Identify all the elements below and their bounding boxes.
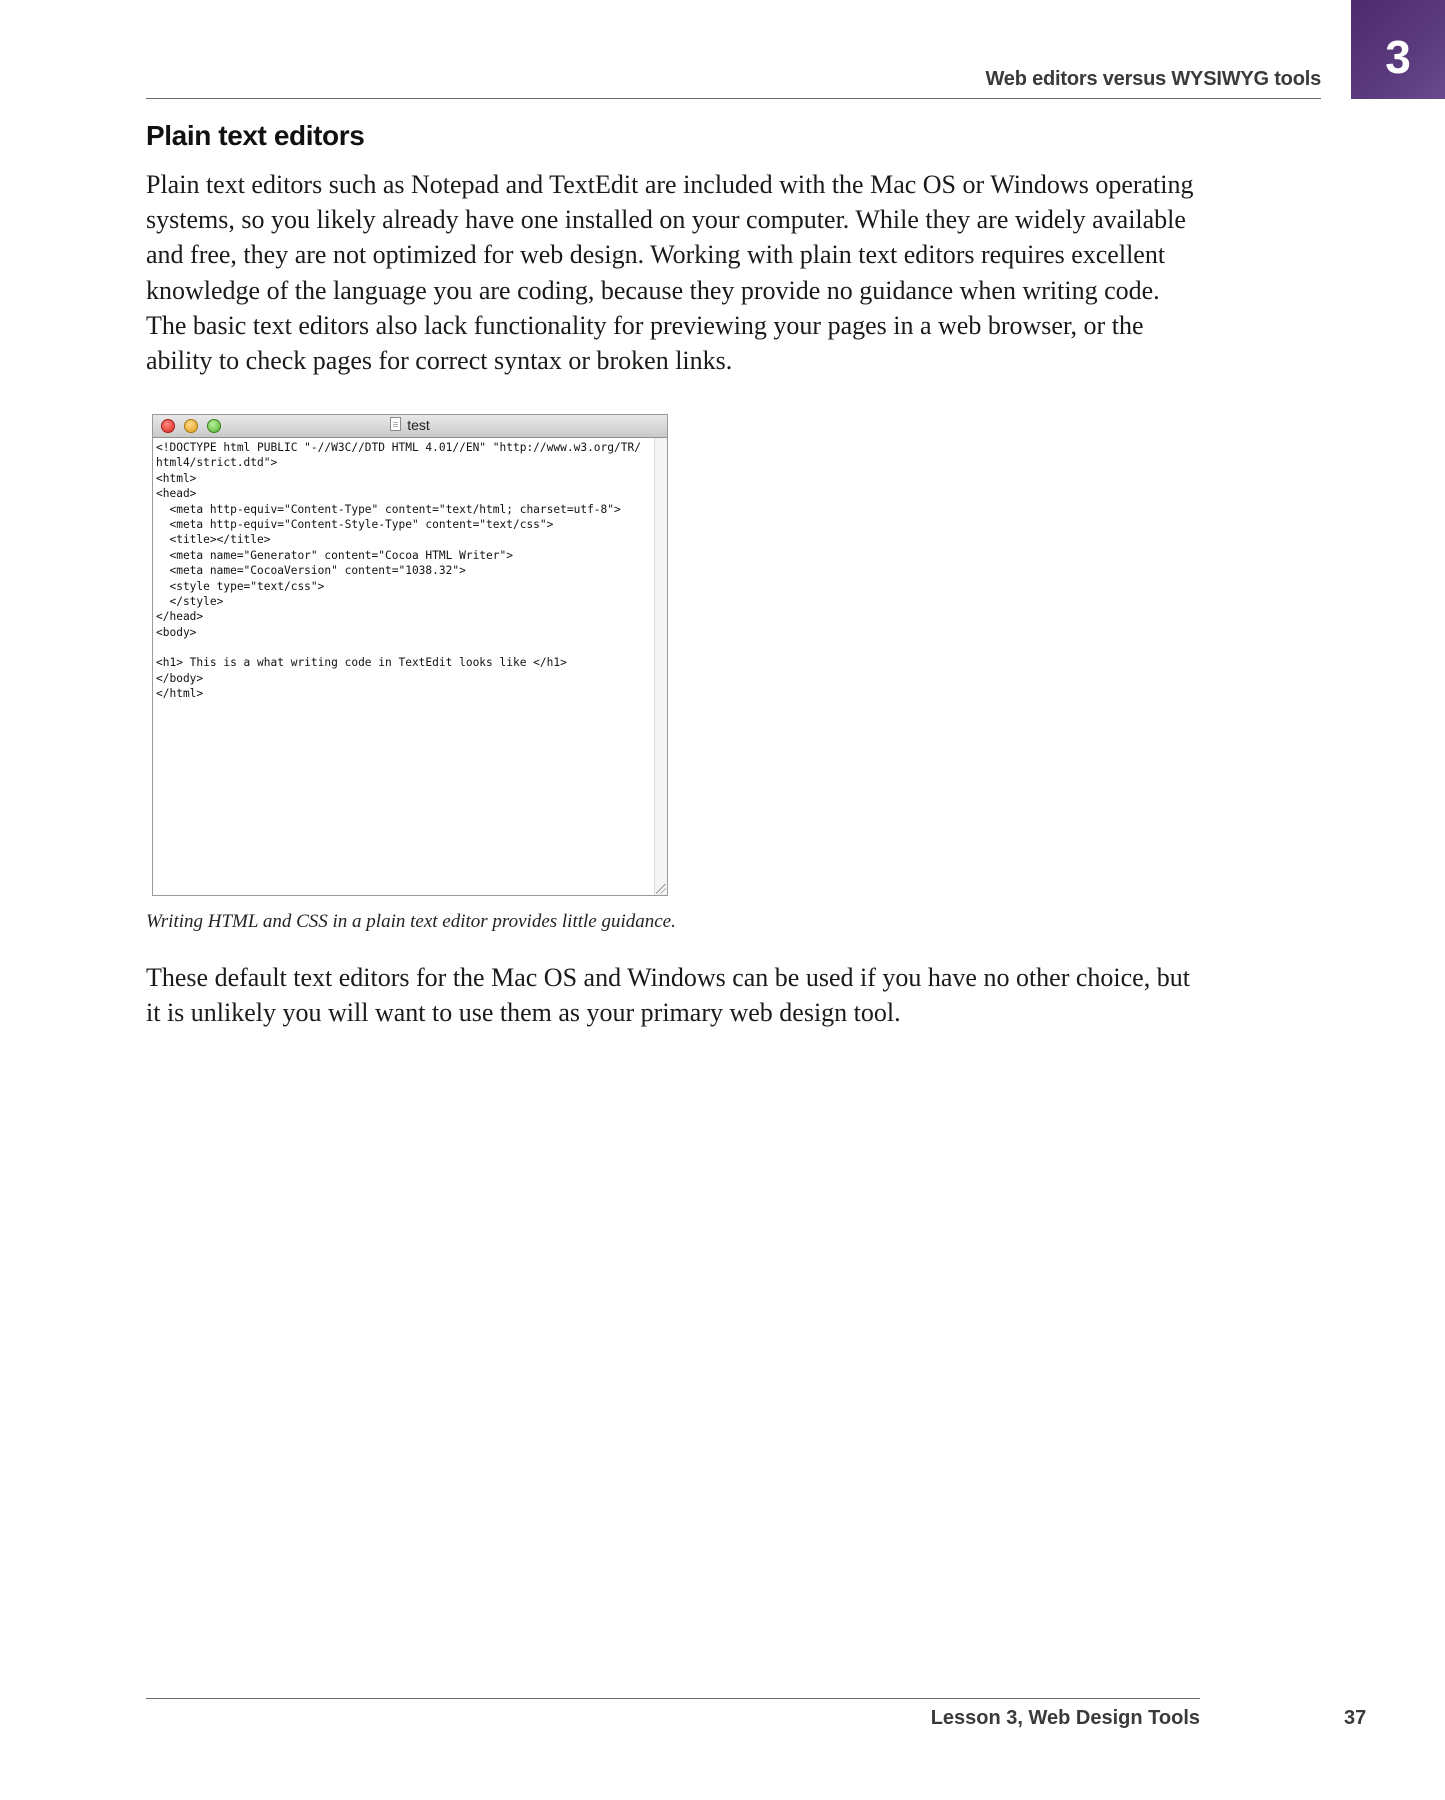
code-line: html4/strict.dtd"> bbox=[156, 456, 278, 470]
vertical-scrollbar bbox=[654, 438, 667, 895]
textedit-window-screenshot bbox=[152, 414, 668, 896]
code-line: </body> bbox=[156, 671, 204, 685]
code-line bbox=[156, 640, 663, 655]
code-text-area bbox=[153, 438, 667, 702]
code-line: </html> bbox=[156, 687, 204, 701]
code-line: <meta http-equiv="Content-Type" content="text/html; charset=utf-8"> bbox=[156, 502, 621, 516]
code-line: </style> bbox=[156, 594, 224, 608]
footer-lesson-title: Lesson 3, Web Design Tools bbox=[930, 1707, 1200, 1729]
window-titlebar bbox=[153, 415, 667, 438]
code-line: <body> bbox=[156, 625, 197, 639]
window-title bbox=[153, 417, 667, 433]
page-number: 37 bbox=[1344, 1707, 1367, 1729]
body-paragraph-2: These default text editors for the Mac OS and Windows can be used if you have no other choice, but it is unlikely you will want to use them as your primary web design tool. bbox=[146, 963, 1190, 1028]
code-line: <title></title> bbox=[156, 533, 271, 547]
code-line: <meta http-equiv="Content-Style-Type" content="text/css"> bbox=[156, 517, 554, 531]
code-line: <meta name="CocoaVersion" content="1038.32"> bbox=[156, 564, 466, 578]
document-icon bbox=[390, 417, 401, 431]
code-line: </head> bbox=[156, 610, 204, 624]
figure-caption: Writing HTML and CSS in a plain text editor provides little guidance. bbox=[146, 911, 676, 932]
chapter-number: 3 bbox=[1385, 31, 1411, 83]
resize-grip-icon bbox=[656, 884, 666, 894]
section-heading: Plain text editors bbox=[146, 120, 365, 151]
window-title-text: test bbox=[407, 417, 430, 433]
code-line: <html> bbox=[156, 471, 197, 485]
code-line: <head> bbox=[156, 487, 197, 501]
running-header bbox=[146, 64, 1321, 99]
code-line: <h1> This is a what writing code in TextEdit looks like </h1> bbox=[156, 656, 567, 670]
code-line: <style type="text/css"> bbox=[156, 579, 325, 593]
footer-rule bbox=[146, 1698, 1200, 1699]
code-line: <!DOCTYPE html PUBLIC "-//W3C//DTD HTML 4.01//EN" "http://www.w3.org/TR/ bbox=[156, 441, 641, 454]
chapter-tab bbox=[1351, 0, 1445, 99]
body-paragraph-1: Plain text editors such as Notepad and TextEdit are included with the Mac OS or Windows operating systems, so you likely already have one installed on your computer. While they are widely available and free, they are not optimized for web design. Working with plain text editors requires excellent knowledge of the language you are coding, because they provide no guidance when writing code. The basic text editors also lack functionality for previewing your pages in a web browser, or the ability to check pages for correct syntax or broken links. bbox=[146, 170, 1194, 376]
running-header-title: Web editors versus WYSIWYG tools bbox=[985, 68, 1321, 90]
code-line: <meta name="Generator" content="Cocoa HTML Writer"> bbox=[156, 548, 513, 562]
